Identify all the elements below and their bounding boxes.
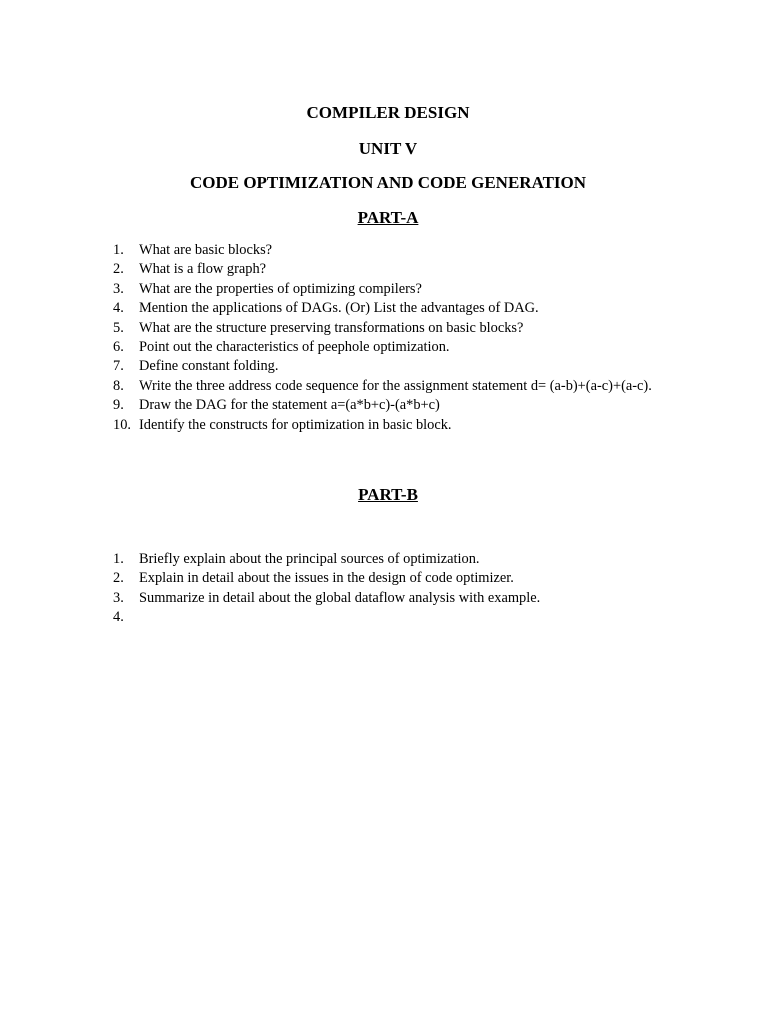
question-number: 1. (113, 242, 124, 258)
part-a-title: PART-A (357, 208, 419, 227)
question-text: Summarize in detail about the global dataflow analysis with example. (139, 589, 541, 606)
question-number: 4. (113, 609, 124, 626)
question-text: Point out the characteristics of peephole optimization. (139, 338, 450, 355)
question-number: 3. (113, 589, 124, 606)
question-number: 6. (113, 338, 124, 355)
topic-title: CODE OPTIMIZATION AND CODE GENERATION (189, 173, 587, 192)
question-number: 7. (113, 358, 124, 375)
part-b-title: PART-B (358, 485, 418, 504)
question-number: 8. (113, 377, 124, 394)
question-number: 2. (113, 261, 124, 278)
question-text: Define constant folding. (139, 358, 279, 375)
question-text: Identify the constructs for optimization in basic block. (139, 416, 452, 433)
question-text: Write the three address code sequence for the assignment statement d= (a-b)+(a-c)+(a-c). (139, 377, 652, 394)
question-text: Mention the applications of DAGs. (Or) List the advantages of DAG. (139, 300, 539, 317)
question-text: What is a flow graph? (139, 261, 267, 278)
question-number: 3. (113, 280, 124, 297)
question-number: 1. (113, 551, 124, 567)
question-text: Draw the DAG for the statement a=(a*b+c)-(a*b+c) (139, 397, 440, 414)
question-number: 4. (113, 300, 124, 317)
question-text: Briefly explain about the principal sources of optimization. (139, 551, 480, 567)
question-text: What are the properties of optimizing compilers? (139, 280, 422, 297)
question-text: What are the structure preserving transformations on basic blocks? (139, 319, 524, 336)
question-number: 2. (113, 570, 124, 587)
course-title: COMPILER DESIGN (306, 103, 470, 122)
question-text: Explain in detail about the issues in the design of code optimizer. (139, 570, 514, 587)
unit-title: UNIT V (358, 139, 418, 158)
question-number: 5. (113, 319, 124, 336)
question-number: 10. (113, 416, 131, 433)
question-number: 9. (113, 397, 124, 414)
question-text: What are basic blocks? (139, 242, 273, 258)
